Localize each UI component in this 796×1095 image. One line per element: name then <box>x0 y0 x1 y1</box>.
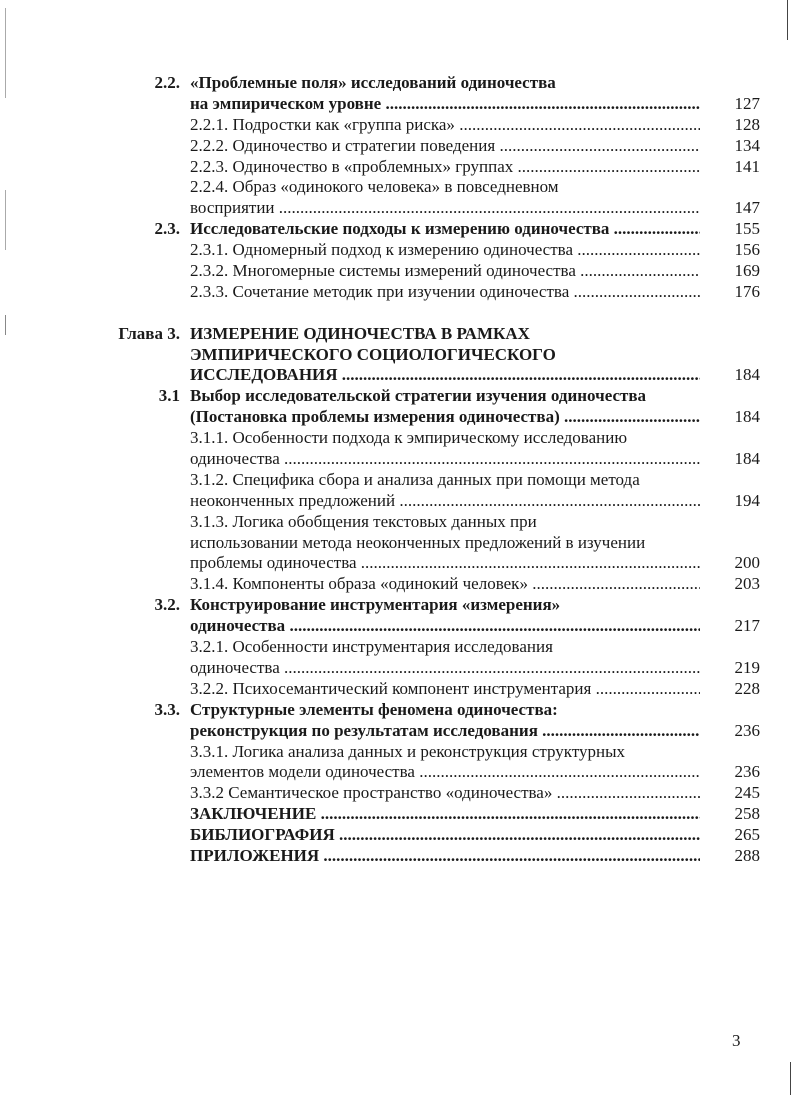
section-number <box>100 136 190 157</box>
section-title: ИЗМЕРЕНИЕ ОДИНОЧЕСТВА В РАМКАХ <box>190 323 530 343</box>
section-title: одиночества ..... <box>190 658 700 679</box>
spacer <box>100 303 760 324</box>
toc-entry[interactable] <box>100 846 760 867</box>
toc-line <box>100 198 760 219</box>
section-number: 3.2. <box>154 595 180 615</box>
toc-line <box>100 177 760 198</box>
page-ref: 155 <box>734 219 760 239</box>
section-title: 3.3.1. Логика анализа данных и реконструкция структурных <box>190 741 626 761</box>
toc-line <box>100 94 760 115</box>
section-title: 3.3.2 Семантическое пространство «одиночества» ..... <box>190 783 700 804</box>
section-title: 2.2.1. Подростки как «группа риска» ..... <box>190 115 700 136</box>
section-number <box>100 198 190 219</box>
section-title: восприятии ..... <box>190 198 700 219</box>
page-ref <box>700 595 760 616</box>
toc-line <box>100 136 760 157</box>
page-ref <box>700 324 760 345</box>
scan-edge-mark <box>790 1062 791 1095</box>
toc-line <box>100 762 760 783</box>
toc-entry[interactable] <box>100 637 760 679</box>
section-number <box>100 449 190 470</box>
toc-line <box>100 679 760 700</box>
toc-line <box>100 115 760 136</box>
section-title: Выбор исследовательской стратегии изучения одиночества <box>190 386 647 406</box>
toc-line <box>100 282 760 303</box>
page-ref: 127 <box>734 93 760 113</box>
page-ref: 169 <box>734 261 760 281</box>
section-title: ИССЛЕДОВАНИЯ ..... <box>190 365 700 386</box>
section-number <box>100 533 190 554</box>
page-ref <box>700 177 760 198</box>
section-title: (Постановка проблемы измерения одиночества) ..... <box>190 407 700 428</box>
section-title: Конструирование инструментария «измерения» <box>190 595 561 615</box>
section-title: использовании метода неоконченных предложений в изучении <box>190 532 646 552</box>
section-number: 3.1 <box>158 386 180 406</box>
toc-entry[interactable] <box>100 177 760 219</box>
section-title: 3.2.2. Психосемантический компонент инструментария ..... <box>190 679 700 700</box>
toc-line <box>100 428 760 449</box>
section-number <box>100 115 190 136</box>
scan-edge-mark <box>5 8 6 98</box>
page-ref: 288 <box>734 845 760 865</box>
page-ref: 184 <box>734 449 760 469</box>
section-title: 3.1.4. Компоненты образа «одинокий человек» ..... <box>190 574 700 595</box>
page-ref <box>700 700 760 721</box>
section-number <box>100 783 190 804</box>
section-number <box>100 261 190 282</box>
section-title: реконструкция по результатам исследования ..... <box>190 721 700 742</box>
toc-line <box>100 533 760 554</box>
section-title: 3.1.2. Специфика сбора и анализа данных при помощи метода <box>190 469 640 489</box>
section-number <box>100 846 190 867</box>
toc-entry[interactable] <box>100 470 760 512</box>
toc-entry[interactable] <box>100 386 760 428</box>
toc-entry[interactable] <box>100 595 760 637</box>
page-ref: 265 <box>734 825 760 845</box>
section-number <box>100 407 190 428</box>
toc-line <box>100 783 760 804</box>
page-ref: 134 <box>734 135 760 155</box>
table-of-contents <box>100 73 760 867</box>
toc-entry[interactable] <box>100 825 760 846</box>
toc-line <box>100 553 760 574</box>
page-ref <box>700 386 760 407</box>
section-number <box>100 658 190 679</box>
page-ref: 184 <box>734 365 760 385</box>
toc-line <box>100 449 760 470</box>
toc-line <box>100 365 760 386</box>
section-title: проблемы одиночества ..... <box>190 553 700 574</box>
section-number <box>100 616 190 637</box>
toc-entry[interactable] <box>100 157 760 178</box>
toc-entry[interactable] <box>100 136 760 157</box>
toc-line <box>100 240 760 261</box>
section-number: 2.2. <box>154 73 180 92</box>
toc-line <box>100 804 760 825</box>
page-ref: 141 <box>734 156 760 176</box>
section-number <box>100 512 190 533</box>
scan-edge-mark <box>787 0 788 40</box>
page-ref: 194 <box>734 490 760 510</box>
page-ref: 219 <box>734 657 760 677</box>
toc-line <box>100 637 760 658</box>
section-number <box>100 721 190 742</box>
page-ref: 217 <box>734 616 760 636</box>
section-number: Глава 3. <box>118 323 180 343</box>
section-number <box>100 157 190 178</box>
section-number <box>100 177 190 198</box>
scan-edge-mark <box>5 190 6 250</box>
toc-entry[interactable] <box>100 73 760 115</box>
toc-entry[interactable] <box>100 324 760 387</box>
toc-entry[interactable] <box>100 261 760 282</box>
toc-line <box>100 261 760 282</box>
section-number <box>100 491 190 512</box>
section-title: 3.1.3. Логика обобщения текстовых данных при <box>190 511 537 531</box>
section-title: 3.2.1. Особенности инструментария исследования <box>190 637 553 657</box>
page-ref: 156 <box>734 240 760 260</box>
page-ref <box>700 345 760 366</box>
section-title: одиночества ..... <box>190 449 700 470</box>
page-ref: 184 <box>734 407 760 427</box>
toc-entry[interactable] <box>100 742 760 784</box>
page-ref: 245 <box>734 783 760 803</box>
section-number <box>100 94 190 115</box>
section-title: 3.1.1. Особенности подхода к эмпирическому исследованию <box>190 428 628 448</box>
toc-entry[interactable] <box>100 219 760 240</box>
section-number <box>100 553 190 574</box>
section-number <box>100 470 190 491</box>
toc-line <box>100 345 760 366</box>
toc-line <box>100 491 760 512</box>
page-ref: 236 <box>734 720 760 740</box>
toc-entry[interactable] <box>100 282 760 303</box>
page-ref: 176 <box>734 281 760 301</box>
page-number: 3 <box>732 1031 741 1050</box>
toc-line <box>100 658 760 679</box>
toc-line <box>100 616 760 637</box>
page-ref: 203 <box>734 574 760 594</box>
section-title: 2.3.3. Сочетание методик при изучении одиночества ..... <box>190 282 700 303</box>
section-number <box>100 365 190 386</box>
page-ref <box>700 637 760 658</box>
toc-line <box>100 386 760 407</box>
section-number <box>100 679 190 700</box>
section-number <box>100 742 190 763</box>
toc-line <box>100 512 760 533</box>
section-title: 2.2.4. Образ «одинокого человека» в повседневном <box>190 177 559 197</box>
scan-edge-mark <box>5 315 6 335</box>
page-ref <box>700 73 760 94</box>
toc-line <box>100 846 760 867</box>
section-title: 2.3.2. Многомерные системы измерений одиночества ..... <box>190 261 700 282</box>
section-number <box>100 762 190 783</box>
toc-entry[interactable] <box>100 679 760 700</box>
toc-line <box>100 595 760 616</box>
toc-entry[interactable] <box>100 804 760 825</box>
section-title: Структурные элементы феномена одиночества: <box>190 699 558 719</box>
page-ref <box>700 742 760 763</box>
section-title: неоконченных предложений ..... <box>190 491 700 512</box>
toc-entry[interactable] <box>100 512 760 575</box>
section-title: ПРИЛОЖЕНИЯ ..... <box>190 846 700 867</box>
page-ref: 236 <box>734 762 760 782</box>
toc-line <box>100 825 760 846</box>
section-title: ЭМПИРИЧЕСКОГО СОЦИОЛОГИЧЕСКОГО <box>190 344 556 364</box>
page-ref <box>700 533 760 554</box>
toc-line <box>100 73 760 94</box>
section-number <box>100 825 190 846</box>
toc-line <box>100 219 760 240</box>
page-ref: 200 <box>734 553 760 573</box>
section-number <box>100 240 190 261</box>
toc-line <box>100 721 760 742</box>
toc-entry[interactable] <box>100 700 760 742</box>
page-ref: 128 <box>734 114 760 134</box>
toc-entry[interactable] <box>100 115 760 136</box>
section-title: на эмпирическом уровне ..... <box>190 94 700 115</box>
toc-line <box>100 324 760 345</box>
toc-line <box>100 407 760 428</box>
section-title: ЗАКЛЮЧЕНИЕ ..... <box>190 804 700 825</box>
toc-line <box>100 700 760 721</box>
section-number <box>100 282 190 303</box>
section-title: одиночества ..... <box>190 616 700 637</box>
section-number <box>100 574 190 595</box>
toc-line <box>100 470 760 491</box>
toc-entry[interactable] <box>100 783 760 804</box>
page-ref <box>700 428 760 449</box>
section-title: элементов модели одиночества ..... <box>190 762 700 783</box>
section-number <box>100 345 190 366</box>
section-number <box>100 637 190 658</box>
section-title: «Проблемные поля» исследований одиночества <box>190 73 556 92</box>
section-number: 3.3. <box>154 699 180 719</box>
page-ref: 147 <box>734 198 760 218</box>
toc-entry[interactable] <box>100 428 760 470</box>
section-title: 2.3.1. Одномерный подход к измерению одиночества ..... <box>190 240 700 261</box>
section-number <box>100 428 190 449</box>
section-number: 2.3. <box>154 219 180 239</box>
toc-line <box>100 574 760 595</box>
page-ref <box>700 512 760 533</box>
section-title: БИБЛИОГРАФИЯ ..... <box>190 825 700 846</box>
section-title: 2.2.3. Одиночество в «проблемных» группах ..... <box>190 157 700 178</box>
toc-line <box>100 157 760 178</box>
toc-entry[interactable] <box>100 240 760 261</box>
toc-entry[interactable] <box>100 574 760 595</box>
page-ref: 258 <box>734 804 760 824</box>
section-title: 2.2.2. Одиночество и стратегии поведения ..... <box>190 136 700 157</box>
page-ref <box>700 470 760 491</box>
section-title: Исследовательские подходы к измерению одиночества ..... <box>190 219 700 240</box>
page-ref: 228 <box>734 678 760 698</box>
toc-line <box>100 742 760 763</box>
section-number <box>100 804 190 825</box>
